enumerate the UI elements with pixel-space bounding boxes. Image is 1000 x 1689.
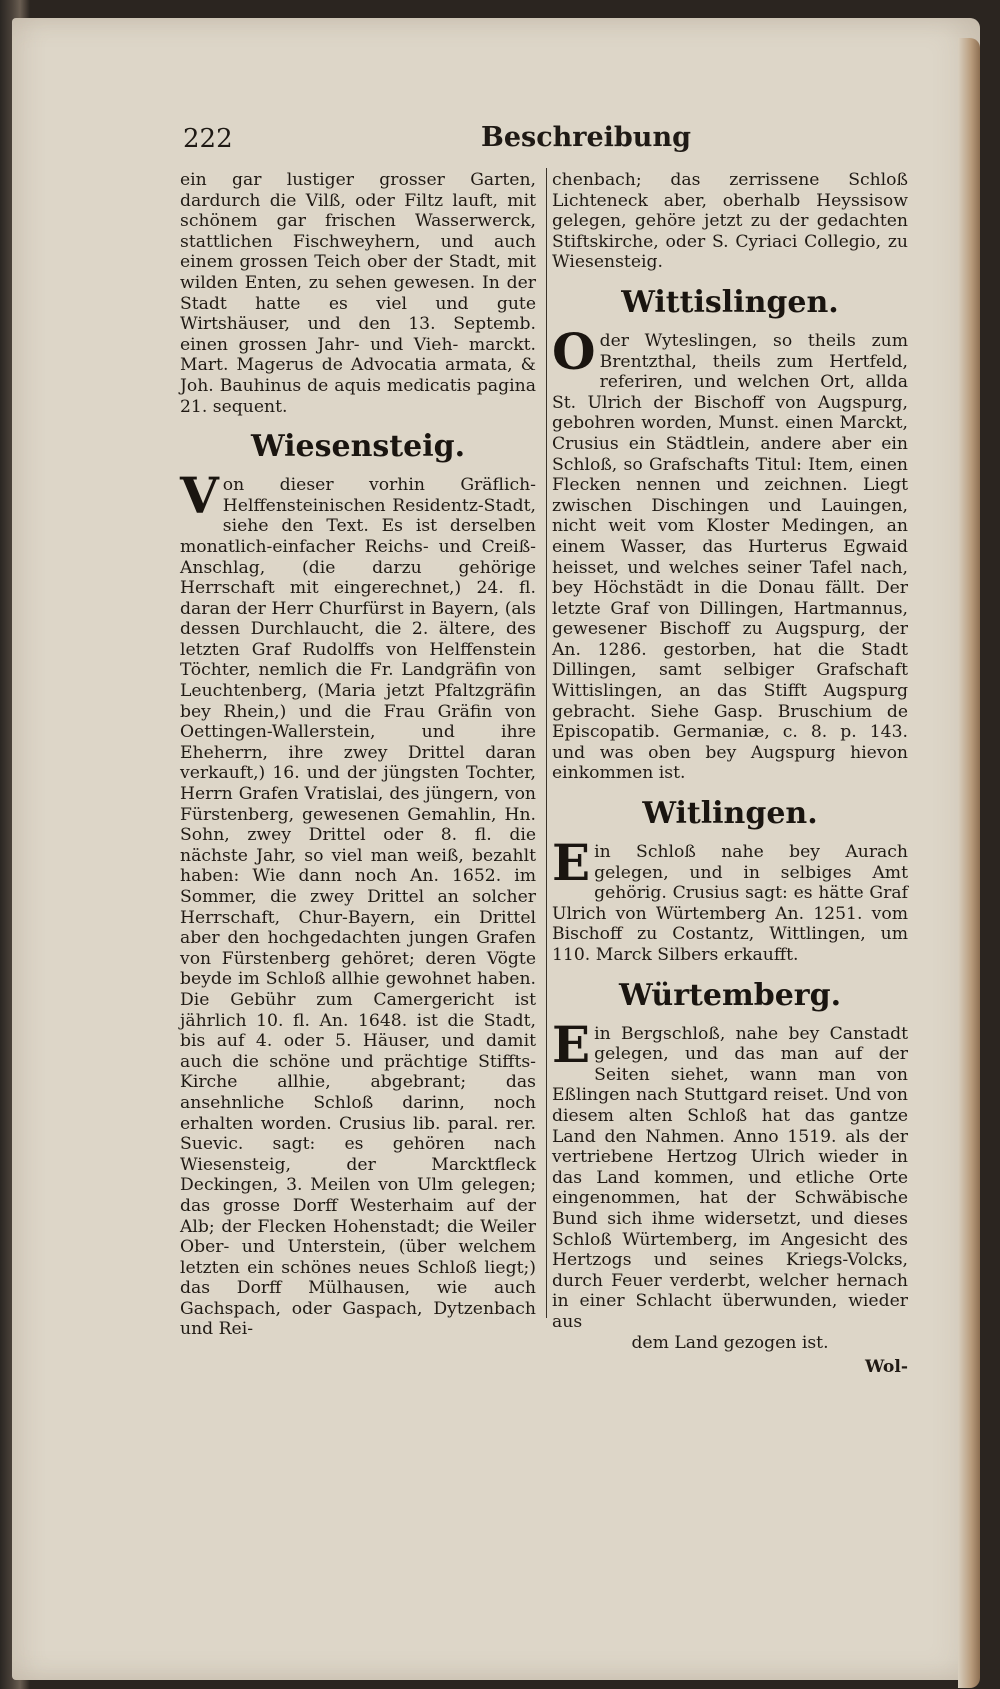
section-body-wiesensteig xyxy=(180,466,536,1340)
left-column xyxy=(180,170,536,1340)
page-edge xyxy=(958,38,980,1688)
section-heading-witlingen: Witlingen. xyxy=(642,796,818,832)
right-intro-paragraph: chenbach; das zerrissene Schloß Lichteneck aber, oberhalb Heyssisow gelegen, gehöre jetzt zu der gedachten Stiftskirche, oder S. Cyriaci Collegio, zu Wiesensteig. xyxy=(552,170,908,273)
section-heading-wittislingen: Wittislingen. xyxy=(621,284,839,320)
catchword: Wol- xyxy=(864,1357,908,1378)
column-divider xyxy=(546,168,547,1318)
dropcap: E xyxy=(552,1014,591,1074)
dropcap: O xyxy=(552,321,596,381)
section-heading-wiesensteig: Wiesensteig. xyxy=(250,429,466,465)
page-header xyxy=(183,122,895,162)
section-body-wittislingen xyxy=(552,321,908,784)
right-column xyxy=(552,170,908,1378)
section-heading-wurtemberg: Würtemberg. xyxy=(618,977,842,1013)
section-text: on dieser vorhin Gräflich-Helffensteinischen Residentz-Stadt, siehe den Text. Es ist derselben monatlich-einfacher Reichs- und Creiß-Anschlag, (die darzu gehörige Herrschaft mit eingerechnet,) 24. fl. daran der Herr Churfürst in Bayern, (als dessen Durchlaucht, die 2. ältere, des letzten Graf Rudolffs von Helffenstein Töchter, nemlich die Fr. Landgräfin von Leuchtenberg, (Maria jetzt Pfaltzgräfin bey Rhein,) und die Frau Gräfin von Oettingen-Wallerstein, und ihre Eheherrn, ihre zwey Drittel daran verkauft,) 16. und der jüngsten Tochter, Herrn Grafen Vratislai, des jüngern, von Fürstenberg, gewesenen Gemahlin, Hn. Sohn, zwey Drittel oder 8. fl. die nächste Jahr, so viel man weiß, bezahlt haben: Wie dann noch An. 1652. im Sommer, die zwey Drittel an solcher Herrschaft, Chur-Bayern, ein Drittel aber den hochgedachten jungen Grafen von Fürstenberg gehöret; deren Vögte beyde im Schloß allhie gewohnet haben. Die Gebühr zum Camergericht ist jährlich 10. fl. An. 1648. ist die Stadt, bis auf 4. oder 5. Häuser, und damit auch die schöne und prächtige Stiffts-Kirche allhie, abgebrant; das ansehnliche Schloß darinn, noch erhalten worden. Crusius lib. paral. rer. Suevic. sagt: es gehören nach Wiesensteig, der Marcktfleck Deckingen, 3. Meilen von Ulm gelegen; das grosse Dorff Westerhaim auf der Alb; der Flecken Hohenstadt; die Weiler Ober- und Unterstein, (über welchem letzten ein schönes neues Schloß liegt;) das Dorff Mülhausen, wie auch Gachspach, oder Gaspach, Dytzenbach und Rei- xyxy=(180,475,536,1340)
page-number: 222 xyxy=(183,124,233,154)
section-body-witlingen xyxy=(552,833,908,966)
dropcap: E xyxy=(552,833,591,893)
left-intro-paragraph: ein gar lustiger grosser Garten, dardurch die Vilß, oder Filtz lauft, mit schönem gar frischen Wasserwerck, stattlichen Fischweyhern, und auch einem grossen Teich ober der Stadt, mit wilden Enten, zu sehen gewesen. In der Stadt hatte es viel und gute Wirtshäuser, und den 13. Septemb. einen grossen Jahr- und Vieh- marckt. Mart. Magerus de Advocatia armata, & Joh. Bauhinus de aquis medicatis pagina 21. sequent. xyxy=(180,170,536,417)
running-title: Beschreibung xyxy=(481,122,691,153)
closing-line: dem Land gezogen ist. xyxy=(631,1332,829,1353)
section-text: in Bergschloß, nahe bey Canstadt gelegen, und das man auf der Seiten siehet, wann man von Eßlingen nach Stuttgard reiset. Und von diesem alten Schloß hat das gantze Land den Nahmen. Anno 1519. als der vertriebene Hertzog Ulrich wieder in das Land kommen, und etliche Orte eingenommen, hat der Schwäbische Bund sich ihme widersetzt, und dieses Schloß Würtemberg, im Angesicht des Hertzogs und seines Kriegs-Volcks, durch Feuer verderbt, welcher hernach in einer Schlacht überwunden, wieder aus xyxy=(552,1023,908,1332)
dropcap: V xyxy=(180,466,219,526)
section-text: der Wyteslingen, so theils zum Brentzthal, theils zum Hertfeld, referiren, und welchen Ort, allda St. Ulrich der Bischoff von Augspurg, gebohren worden, Munst. einen Marckt, Crusius ein Städtlein, andere aber ein Schloß, so Grafschafts Titul: Item, einen Flecken nennen und zeichnen. Liegt zwischen Dischingen und Lauingen, nicht weit vom Kloster Medingen, an einem Wasser, das Hurterus Egwaid heisset, und welches seiner Tafel nach, bey Höchstädt in die Donau fällt. Der letzte Graf von Dillingen, Hartmannus, gewesener Bischoff zu Augspurg, der An. 1286. gestorben, hat die Stadt Dillingen, samt selbiger Grafschaft Wittislingen, an das Stifft Augspurg gebracht. Siehe Gasp. Bruschium de Episcopatib. Germaniæ, c. 8. p. 143. und was oben bey Augspurg hievon einkommen ist. xyxy=(552,330,908,784)
section-text: in Schloß nahe bey Aurach gelegen, und in selbiges Amt gehörig. Crusius sagt: es hätte Graf Ulrich von Würtemberg An. 1251. vom Bischoff zu Costantz, Wittlingen, um 110. Marck Silbers erkaufft. xyxy=(552,842,908,965)
section-body-wurtemberg xyxy=(552,1014,908,1333)
